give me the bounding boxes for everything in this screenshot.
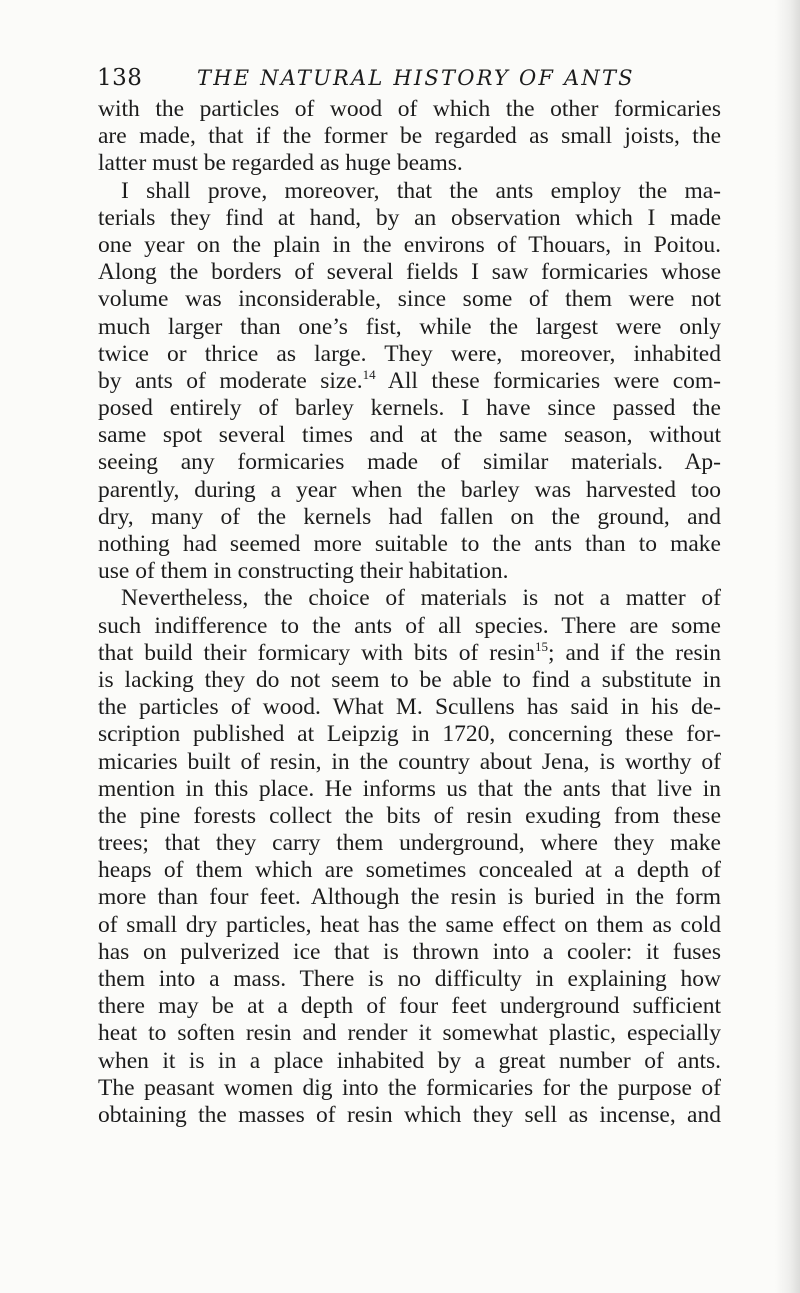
text-line: obtaining the masses of resin which they sell as incense, and bbox=[98, 1101, 721, 1128]
text-line: twice or thrice as large. They were, moreover, inhabited bbox=[98, 340, 721, 367]
text-line: more than four feet. Although the resin is buried in the form bbox=[98, 884, 721, 911]
text-segment: that build their formicary with bits of resin bbox=[98, 639, 535, 666]
footnote-ref-15: 15 bbox=[534, 638, 548, 654]
text-line: scription published at Leipzig in 1720, concerning these for- bbox=[98, 721, 721, 748]
text-line: mention in this place. He informs us that the ants that live in bbox=[98, 775, 721, 802]
text-line: dry, many of the kernels had fallen on the ground, and bbox=[98, 503, 721, 530]
text-line: terials they find at hand, by an observation which I made bbox=[98, 204, 721, 231]
text-line: heat to soften resin and render it somewhat plastic, especially bbox=[98, 1020, 721, 1047]
text-line: use of them in constructing their habitation. bbox=[98, 558, 509, 585]
text-line: posed entirely of barley kernels. I have since passed the bbox=[98, 395, 721, 422]
text-line: The peasant women dig into the formicaries for the purpose of bbox=[98, 1074, 721, 1101]
text-segment: ; and if the resin bbox=[547, 639, 721, 666]
page-header bbox=[97, 60, 717, 96]
text-line: there may be at a depth of four feet underground sufficient bbox=[98, 993, 721, 1020]
text-line: trees; that they carry them underground, where they make bbox=[98, 830, 721, 857]
paragraph-start-line: I shall prove, moreover, that the ants employ the ma- bbox=[121, 177, 721, 204]
text-line: are made, that if the former be regarded as small joists, the bbox=[98, 123, 721, 150]
paragraph-start-line: Nevertheless, the choice of materials is not a matter of bbox=[121, 585, 721, 612]
body-text bbox=[98, 96, 721, 1129]
text-line: Along the borders of several fields I saw formicaries whose bbox=[98, 259, 721, 286]
text-line: heaps of them which are sometimes concealed at a depth of bbox=[98, 857, 721, 884]
text-line: one year on the plain in the environs of Thouars, in Poitou. bbox=[98, 231, 721, 258]
text-segment: by ants of moderate size. bbox=[98, 367, 363, 394]
text-line: same spot several times and at the same season, without bbox=[98, 422, 721, 449]
text-line: volume was inconsiderable, since some of them were not bbox=[98, 286, 721, 313]
text-line: with the particles of wood of which the other formicaries bbox=[98, 96, 721, 122]
running-title: THE NATURAL HISTORY OF ANTS bbox=[197, 66, 635, 90]
page-number: 138 bbox=[97, 65, 143, 91]
text-line: such indifference to the ants of all species. There are some bbox=[98, 612, 721, 639]
text-line: parently, during a year when the barley was harvested too bbox=[98, 476, 721, 503]
text-line: nothing had seemed more suitable to the ants than to make bbox=[98, 531, 721, 557]
text-line: much larger than one’s fist, while the largest were only bbox=[98, 313, 721, 340]
footnote-ref-14: 14 bbox=[362, 366, 376, 382]
text-line: is lacking they do not seem to be able to find a substitute in bbox=[98, 666, 721, 693]
text-line: the pine forests collect the bits of resin exuding from these bbox=[98, 802, 721, 829]
text-line: them into a mass. There is no difficulty in explaining how bbox=[98, 966, 721, 992]
text-segment: All these formicaries were com- bbox=[375, 367, 722, 394]
text-line: when it is in a place inhabited by a great number of ants. bbox=[98, 1047, 721, 1074]
text-line: has on pulverized ice that is thrown into a cooler: it fuses bbox=[98, 938, 721, 965]
text-line: latter must be regarded as huge beams. bbox=[98, 150, 463, 177]
text-line: of small dry particles, heat has the same effect on them as cold bbox=[98, 911, 721, 938]
text-line: seeing any formicaries made of similar materials. Ap- bbox=[98, 449, 721, 476]
text-line bbox=[98, 640, 721, 667]
text-line: the particles of wood. What M. Scullens has said in his de- bbox=[98, 694, 721, 721]
text-line bbox=[98, 368, 721, 395]
text-line: micaries built of resin, in the country about Jena, is worthy of bbox=[98, 748, 721, 775]
